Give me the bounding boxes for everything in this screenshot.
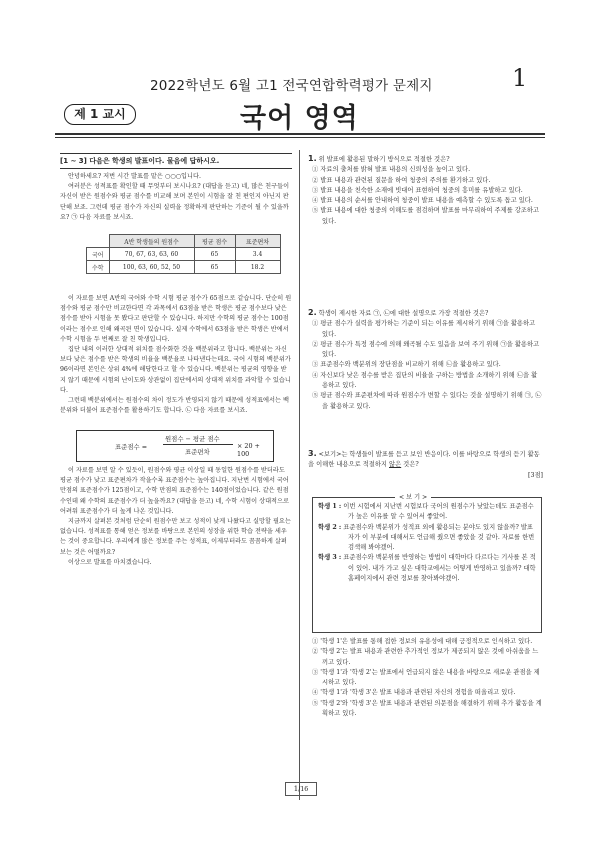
- page-number: 1: [512, 64, 528, 92]
- table-cell: 국어: [87, 248, 110, 261]
- exam-title: 2022학년도 6월 고1 전국연합학력평가 문제지: [150, 78, 433, 94]
- answer-option[interactable]: ① '학생 1'은 발표를 통해 접한 정보의 유용성에 대해 긍정적으로 인식하고 있다.: [312, 638, 533, 645]
- table-cell: 3.4: [235, 248, 280, 261]
- answer-option[interactable]: ④ '학생 1'과 '학생 3'은 발표 내용과 관련된 자신의 경험을 떠올리고 있다.: [312, 689, 516, 697]
- table-row: [87, 261, 281, 274]
- question-2: [308, 308, 543, 412]
- passage-part-2: [60, 294, 292, 416]
- answer-option[interactable]: ④ 자신보다 낮은 점수를 받은 집단의 비율을 구하는 방법을 소개하기 위해 ㉡을 활용하고 있다.: [312, 371, 538, 390]
- score-table: [86, 234, 281, 274]
- question-3-options: [308, 637, 543, 719]
- formula-tail: × 20 + 100: [237, 442, 260, 458]
- formula-lhs: 표준점수 =: [115, 443, 148, 451]
- question-stem: [308, 449, 543, 481]
- question-1: [308, 154, 543, 227]
- underlined-word: 않은: [389, 461, 402, 469]
- student-label: 학생 1 :: [318, 503, 342, 510]
- question-number: 2.: [308, 308, 317, 317]
- question-stem: [308, 308, 543, 319]
- question-number: 1.: [308, 154, 317, 163]
- formula-numerator: 원점수 − 평균 점수: [165, 435, 220, 443]
- student-response: [318, 502, 536, 523]
- table-cell: 18.2: [235, 261, 280, 274]
- current-page: 1: [293, 785, 299, 793]
- table-cell: 65: [194, 248, 235, 261]
- student-response: [318, 523, 536, 554]
- student-text: 표준점수와 백분위를 반영하는 방법이 대학마다 다르다는 기사를 본 적이 있어. 내가 가고 싶은 대학교에서는 어떻게 반영하고 있을까? 대학 홈페이지에서 관련 정보를 찾아봐야겠어.: [343, 554, 536, 583]
- answer-option[interactable]: ② 평균 점수가 특정 점수에 의해 왜곡될 수도 있음을 보여 주기 위해 ㉠을 활용하고 있다.: [312, 340, 540, 359]
- bogi-label: < 보 기 >: [395, 493, 431, 503]
- answer-option[interactable]: ④ 발표 내용의 순서를 안내하여 청중이 발표 내용을 예측할 수 있도록 돕고 있다.: [312, 197, 533, 205]
- passage-paragraph: 집단 내의 이러한 상대적 위치를 점수화한 것을 백분위라고 합니다. 백분위는 자신보다 낮은 점수를 받은 학생의 비율을 백분율로 나타낸다는데요. 국어 시험의 백분위가 96이라면 본인은 상위 4%에 해당한다고 할 수 있습니다. 백분위는 평균의 영향을 받지 않기 때문에 시험의 난이도와 상관없이 집단에서의 상대적 위치를 과악할 수 있습니다.: [60, 346, 291, 394]
- answer-option[interactable]: ③ '학생 1'과 '학생 2'는 발표에서 언급되지 않은 내용을 바탕으로 새로운 관점을 제시하고 있다.: [312, 668, 540, 687]
- question-number: 3.: [308, 449, 317, 458]
- passage-paragraph: 이 자료를 보면 알 수 있듯이, 원점수와 평균 이상일 때 동일한 원점수를 받더라도 평균 점수가 낮고 표준편차가 작을수록 표준점수는 높아집니다. 지난번 시험에서 국어 만점의 표준점수가 125점이고, 수학 만점의 표준점수는 140점이었습니다. 같은 원점수인데 왜 수학의 표준점수가 더 높을까요? (대답을 듣고) 네, 수학 시험이 상대적으로 어려워 표준점수가 더 높게 나온 것입니다.: [60, 467, 289, 515]
- student-text: 표준점수와 백분위가 성적표 외에 활용되는 분야도 있지 않을까? 발표자가 이 부분에 대해서도 언급해 줬으면 좋았을 것 같아. 자료를 한번 검색해 봐야겠어.: [343, 523, 535, 552]
- table-row: [87, 248, 281, 261]
- formula-box: [76, 430, 274, 462]
- passage-paragraph: 그런데 백분위에서는 원점수의 차이 정도가 반영되지 않기 때문에 성적표에서는 백분위와 더불어 표준점수를 활용하기도 합니다. ㉡ 다음 자료를 보시죠.: [60, 397, 289, 415]
- question-text: <보기>는 학생들이 발표를 듣고 보인 반응이다. 이를 바탕으로 학생의 듣기 활동을 이해한 내용으로 적절하지: [308, 451, 540, 469]
- student-label: 학생 2 :: [318, 523, 342, 531]
- passage-paragraph: 안녕하세요? 저번 시간 발표를 맡은 ○○○입니다.: [68, 173, 201, 180]
- student-response: [318, 553, 536, 584]
- passage-paragraph: 여러분은 성적표를 확인할 때 무엇부터 보시나요? (대답을 듣고) 네, 많은 친구들이 자신이 받은 원점수와 평균 점수를 비교해 보며 본인이 시험을 잘 친 편인지 아닌지 판단해 보죠. 그런데 평균 점수가 자신의 실력을 정확하게 판단하는 기준이 될 수 있을까요? ㉠ 다음 자료를 보시죠.: [60, 183, 290, 221]
- formula-denominator: 표준편차: [185, 448, 210, 456]
- answer-option[interactable]: ⑤ 발표 내용에 대한 청중의 이해도를 점검하며 발표를 마무리하여 주제를 강조하고 있다.: [312, 207, 540, 225]
- question-text-end: 것은?: [401, 461, 419, 469]
- header-rule: [55, 133, 545, 135]
- answer-option[interactable]: ① 평균 점수가 실력을 평가하는 기준이 되는 이유를 제시하기 위해 ㉠을 활용하고 있다.: [312, 320, 536, 338]
- answer-option[interactable]: ⑤ '학생 2'와 '학생 3'은 발표 내용과 관련된 의문점을 해결하기 위해 추가 활동을 계획하고 있다.: [312, 699, 542, 718]
- header-rule-thin: [55, 137, 545, 138]
- passage-paragraph: 이상으로 발표를 마치겠습니다.: [68, 558, 152, 566]
- column-divider: [299, 150, 300, 800]
- question-text: 위 발표에 활용된 말하기 방식으로 적절한 것은?: [318, 156, 450, 163]
- table-cell: 70, 67, 63, 63, 60: [109, 248, 194, 261]
- bogi-content: [318, 502, 536, 584]
- passage-part-3: [60, 466, 292, 568]
- table-header-row: [87, 235, 281, 248]
- answer-option[interactable]: ② '학생 2'는 발표 내용과 관련한 추가적인 정보가 제공되지 않은 것에 아쉬움을 느끼고 있다.: [312, 648, 539, 666]
- passage-instruction: [1 ~ 3] 다음은 학생의 발표이다. 물음에 답하시오.: [60, 153, 292, 169]
- table-header: 평균 점수: [194, 235, 235, 248]
- points-label: [3점]: [527, 471, 543, 479]
- question-3: [308, 449, 543, 481]
- passage-paragraph: 이 자료를 보면 A반의 국어와 수학 시험 평균 점수가 65점으로 같습니다. 단순히 원점수와 평균 점수만 비교한다면 각 과목에서 63점을 받은 학생은 평균 점수보다 낮은 점수를 받아 시험을 못 봤다고 판단할 수 있습니다. 하지만 수학의 평균 점수는 100점이라는 점수로 인해 왜곡된 면이 있습니다. 실제 수학에서 63점을 받은 학생은 반에서 수학 시험을 두 번째로 잘 친 학생입니다.: [60, 295, 292, 343]
- question-stem: [308, 154, 543, 165]
- answer-option[interactable]: ① 자료의 출처를 밝혀 발표 내용의 신뢰성을 높이고 있다.: [312, 166, 471, 174]
- passage-part-1: [60, 172, 292, 223]
- student-text: 이번 시험에서 지난번 시험보다 국어의 원점수가 낮았는데도 표준점수가 높은 이유를 알 수 있어서 좋았어.: [343, 503, 534, 521]
- answer-option[interactable]: ③ 발표 내용을 친숙한 소재에 빗대어 표현하여 청중의 흥미를 유발하고 있다.: [312, 186, 523, 194]
- passage-paragraph: 지금까지 살펴본 것처럼 단순히 원점수만 보고 성적이 낮게 나왔다고 실망할 필요는 없습니다. 성적표를 통해 얻은 정보를 바탕으로 본인의 성장을 위한 학습 전략을 세우는 것이 중요합니다. 우리에게 많은 정보를 주는 성적표, 이제부터라도 꼼꼼하게 살펴보는 것은 어떨까요?: [60, 518, 291, 556]
- answer-option[interactable]: ⑤ 평균 점수와 표준편차에 따라 원점수가 변할 수 있다는 것을 설명하기 위해 ㉠, ㉡을 활용하고 있다.: [312, 392, 542, 410]
- table-header: 표준편차: [235, 235, 280, 248]
- subject-title: 국어 영역: [240, 103, 359, 134]
- student-label: 학생 3 :: [318, 554, 342, 562]
- table-cell: 100, 63, 60, 52, 50: [109, 261, 194, 274]
- answer-option[interactable]: ③ 표준점수와 백분위의 장단점을 비교하기 위해 ㉡을 활용하고 있다.: [312, 361, 501, 369]
- session-badge: 제 1 교시: [64, 104, 136, 125]
- fraction-bar: [163, 444, 233, 445]
- total-pages: 16: [300, 786, 309, 793]
- answer-option[interactable]: ② 발표 내용과 관련된 질문을 하여 청중의 주의를 환기하고 있다.: [312, 176, 491, 184]
- question-text: 학생이 제시한 자료 ㉠, ㉡에 대한 설명으로 가장 적절한 것은?: [318, 310, 489, 317]
- table-cell: 수학: [87, 261, 110, 274]
- page-indicator: 1/16: [285, 782, 317, 796]
- table-header: A반 학생들의 원점수: [109, 235, 194, 248]
- table-cell: 65: [194, 261, 235, 274]
